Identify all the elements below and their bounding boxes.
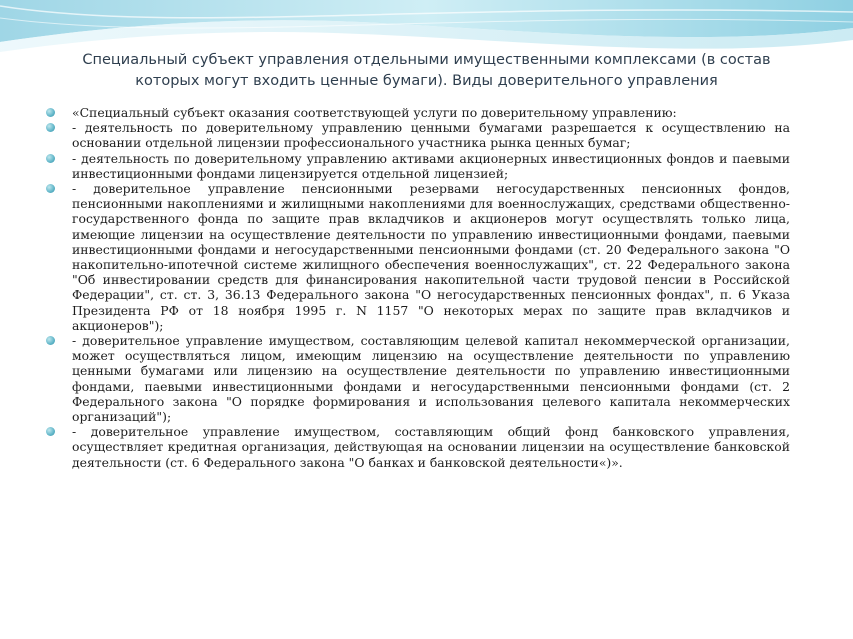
slide-title-line-2: которых могут входить ценные бумаги). Виды доверительного управления xyxy=(135,73,718,89)
list-item xyxy=(46,151,790,181)
list-item-text: «Специальный субъект оказания соответствующей услуги по доверительному управлению: xyxy=(72,105,677,120)
list-item xyxy=(46,181,790,333)
list-item xyxy=(46,105,790,120)
bullet-list xyxy=(46,105,790,470)
bullet-icon xyxy=(46,184,55,193)
list-item xyxy=(46,120,790,150)
list-item xyxy=(46,333,790,424)
bullet-icon xyxy=(46,123,55,132)
list-item-text: - доверительное управление пенсионными резервами негосударственных пенсионных фондов, пенсионными накоплениями и жилищными накоплениями для военнослужащих, средствами общественно-государственного фонда по защите прав вкладчиков и акционеров могут осуществлять только лица, имеющие лицензии на осуществление деятельности по управлению инвестиционными фондами, паевыми инвестиционными фондами и негосударственными пенсионными фондами (ст. 20 Федерального закона "О накопительно-ипотечной системе жилищного обеспечения военнослужащих", ст. 22 Федерального закона "Об инвестировании средств для финансирования накопительной части трудовой пенсии в Российской Федерации", ст. ст. 3, 36.13 Федерального закона "О негосударственных пенсионных фондах", п. 6 Указа Президента РФ от 18 ноября 1995 г. N 1157 "О некоторых мерах по защите прав вкладчиков и акционеров"); xyxy=(72,181,790,333)
list-item xyxy=(46,424,790,470)
list-item-text: - деятельность по доверительному управлению ценными бумагами разрешается к осуществлению на основании отдельной лицензии профессионального участника рынка ценных бумаг; xyxy=(72,120,790,151)
bullet-icon xyxy=(46,427,55,436)
bullet-icon xyxy=(46,108,55,117)
slide-title xyxy=(28,50,825,92)
list-item-text: - деятельность по доверительному управлению активами акционерных инвестиционных фондов и паевыми инвестиционными фондами лицензируется отдельной лицензией; xyxy=(72,150,790,181)
bullet-icon xyxy=(46,336,55,345)
list-item-text: - доверительное управление имуществом, составляющим целевой капитал некоммерческой организации, может осуществляться лицом, имеющим лицензию на осуществление деятельности по управлению ценными бумагами или лицензию на осуществление деятельности по управлению инвестиционными фондами, паевыми инвестиционными фондами и негосударственными пенсионными фондами (ст. 2 Федерального закона "О порядке формирования и использования целевого капитала некоммерческих организаций"); xyxy=(72,333,790,425)
slide-title-line-1: Специальный субъект управления отдельными имущественными комплексами (в состав xyxy=(82,52,771,68)
bullet-icon xyxy=(46,154,55,163)
list-item-text: - доверительное управление имуществом, составляющим общий фонд банковского управления, осуществляет кредитная организация, действующая на основании лицензии на осуществление банковской деятельности (ст. 6 Федерального закона "О банках и банковской деятельности«)». xyxy=(72,424,790,470)
